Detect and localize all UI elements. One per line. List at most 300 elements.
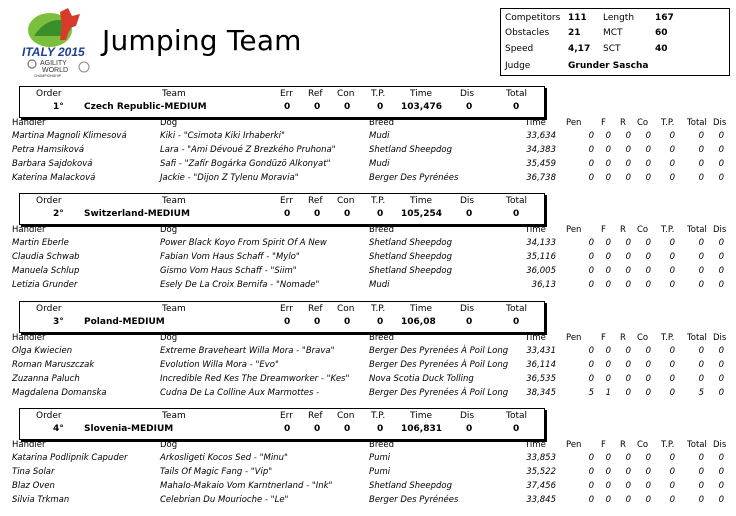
member-r: 0	[625, 481, 631, 491]
order-header: Order	[36, 89, 62, 99]
err-header: Err	[280, 411, 293, 421]
member-dis: 0	[718, 252, 724, 262]
member-f: 1	[605, 388, 611, 398]
member-dis: 0	[718, 467, 724, 477]
team-name: Poland-MEDIUM	[84, 317, 165, 327]
member-dis: 0	[718, 360, 724, 370]
logo-text-italy: ITALY 2015	[22, 45, 85, 59]
tp-header: T.P.	[371, 304, 386, 314]
member-breed: Berger Des Pyrenées À Poil Long	[369, 360, 509, 370]
dis-header: Dis	[460, 89, 475, 99]
member-tp: 0	[669, 388, 675, 398]
member-tp: 0	[669, 159, 675, 169]
member-time: 34,383	[526, 145, 556, 155]
member-handler: Martin Eberle	[12, 238, 69, 248]
time-col-header: Time	[525, 118, 546, 128]
pen-col-header: Pen	[566, 440, 582, 450]
member-handler: Katerina Malacková	[12, 173, 96, 183]
member-tp: 0	[669, 467, 675, 477]
member-co: 0	[645, 467, 651, 477]
member-dis: 0	[718, 495, 724, 505]
member-f: 0	[605, 266, 611, 276]
member-tp: 0	[669, 481, 675, 491]
member-time: 33,634	[526, 131, 556, 141]
member-time: 36,535	[526, 374, 556, 384]
member-breed: Berger Des Pyrenées À Poil Long	[369, 388, 509, 398]
member-total: 0	[698, 374, 704, 384]
member-co: 0	[645, 173, 651, 183]
member-breed: Shetland Sheepdog	[369, 238, 453, 248]
member-total: 0	[698, 145, 704, 155]
tp-col-header: T.P.	[661, 118, 675, 128]
member-co: 0	[645, 360, 651, 370]
team-tp: 0	[377, 209, 384, 219]
speed-label: Speed	[505, 44, 534, 54]
member-dog: Mahalo-Makaio Vom Karntnerland - "Ink"	[160, 481, 333, 491]
member-breed: Mudi	[369, 159, 390, 169]
order-header: Order	[36, 304, 62, 314]
handler-col-header: Handler	[12, 225, 46, 235]
member-time: 37,456	[526, 481, 556, 491]
mct-label: MCT	[603, 28, 623, 38]
time-col-header: Time	[525, 225, 546, 235]
member-r: 0	[625, 360, 631, 370]
handler-col-header: Handler	[12, 440, 46, 450]
member-dog: Extreme Braveheart Willa Mora - "Brava"	[160, 346, 335, 356]
breed-col-header: Breed	[369, 225, 394, 235]
member-dis: 0	[718, 238, 724, 248]
member-r: 0	[625, 374, 631, 384]
member-time: 36,738	[526, 173, 556, 183]
team-order: 1°	[53, 102, 64, 112]
dog-col-header: Dog	[160, 440, 178, 450]
member-total: 0	[698, 453, 704, 463]
co-col-header: Co	[637, 333, 649, 343]
team-summary-box	[19, 301, 545, 333]
member-co: 0	[645, 252, 651, 262]
team-header: Team	[162, 304, 186, 314]
member-co: 0	[645, 266, 651, 276]
member-time: 36,005	[526, 266, 556, 276]
member-handler: Magdalena Domanska	[12, 388, 107, 398]
member-tp: 0	[669, 374, 675, 384]
time-header: Time	[410, 196, 433, 206]
member-total: 0	[698, 280, 704, 290]
tp-header: T.P.	[371, 411, 386, 421]
member-dog: Cudna De La Colline Aux Marmottes -	[160, 388, 320, 398]
team-time: 106,08	[401, 317, 436, 327]
member-handler: Silvia Trkman	[12, 495, 70, 505]
judge-value: Grunder Sascha	[568, 61, 649, 71]
member-tp: 0	[669, 360, 675, 370]
member-co: 0	[645, 346, 651, 356]
member-r: 0	[625, 280, 631, 290]
team-err: 0	[284, 424, 291, 434]
member-pen: 0	[588, 173, 594, 183]
member-co: 0	[645, 145, 651, 155]
member-f: 0	[605, 346, 611, 356]
member-dis: 0	[718, 346, 724, 356]
team-dis: 0	[466, 317, 473, 327]
member-total: 0	[698, 360, 704, 370]
con-header: Con	[337, 89, 355, 99]
member-time: 36,114	[526, 360, 556, 370]
con-header: Con	[337, 411, 355, 421]
member-dis: 0	[718, 159, 724, 169]
member-dog: Arkosligeti Kocos Sed - "Minu"	[160, 453, 288, 463]
speed-value: 4,17	[568, 44, 591, 54]
team-time: 106,831	[401, 424, 442, 434]
con-header: Con	[337, 304, 355, 314]
member-tp: 0	[669, 238, 675, 248]
member-tp: 0	[669, 173, 675, 183]
team-con: 0	[344, 209, 351, 219]
member-total: 0	[698, 131, 704, 141]
member-pen: 0	[588, 360, 594, 370]
sct-label: SCT	[603, 44, 621, 54]
total-header: Total	[506, 304, 528, 314]
member-co: 0	[645, 481, 651, 491]
breed-col-header: Breed	[369, 333, 394, 343]
member-breed: Berger Des Pyrénées	[369, 173, 459, 183]
tp-col-header: T.P.	[661, 440, 675, 450]
member-dog: Tails Of Magic Fang - "Vip"	[160, 467, 273, 477]
ref-header: Ref	[308, 304, 323, 314]
r-col-header: R	[620, 118, 626, 128]
member-dog: Gismo Vom Haus Schaff - "Siim"	[160, 266, 297, 276]
member-r: 0	[625, 388, 631, 398]
member-f: 0	[605, 145, 611, 155]
co-col-header: Co	[637, 225, 649, 235]
dis-header: Dis	[460, 304, 475, 314]
member-total: 0	[698, 159, 704, 169]
member-dog: Evolution Willa Mora - "Evo"	[160, 360, 279, 370]
logo-text-world: WORLD	[42, 67, 69, 74]
member-breed: Pumi	[369, 453, 391, 463]
dis-col-header: Dis	[713, 118, 727, 128]
member-f: 0	[605, 453, 611, 463]
dis-col-header: Dis	[713, 440, 727, 450]
member-time: 35,459	[526, 159, 556, 169]
member-dis: 0	[718, 280, 724, 290]
pen-col-header: Pen	[566, 118, 582, 128]
f-col-header: F	[601, 440, 606, 450]
member-tp: 0	[669, 346, 675, 356]
team-con: 0	[344, 317, 351, 327]
tp-header: T.P.	[371, 89, 386, 99]
member-r: 0	[625, 495, 631, 505]
team-tp: 0	[377, 424, 384, 434]
member-handler: Manuela Schlup	[12, 266, 80, 276]
member-time: 35,522	[526, 467, 556, 477]
pen-col-header: Pen	[566, 225, 582, 235]
member-breed: Mudi	[369, 280, 390, 290]
member-total: 5	[698, 388, 704, 398]
breed-col-header: Breed	[369, 118, 394, 128]
member-handler: Olga Kwiecien	[12, 346, 73, 356]
member-handler: Claudia Schwab	[12, 252, 80, 262]
team-dis: 0	[466, 424, 473, 434]
member-r: 0	[625, 266, 631, 276]
member-co: 0	[645, 495, 651, 505]
order-header: Order	[36, 196, 62, 206]
mct-value: 60	[655, 28, 668, 38]
member-handler: Tina Solar	[12, 467, 55, 477]
member-pen: 0	[588, 145, 594, 155]
team-total: 0	[513, 209, 520, 219]
member-total: 0	[698, 481, 704, 491]
member-tp: 0	[669, 495, 675, 505]
member-f: 0	[605, 495, 611, 505]
team-order: 4°	[53, 424, 64, 434]
member-breed: Pumi	[369, 467, 391, 477]
time-header: Time	[410, 89, 433, 99]
member-dis: 0	[718, 481, 724, 491]
member-dog: Power Black Koyo From Spirit Of A New	[160, 238, 327, 248]
member-pen: 0	[588, 159, 594, 169]
team-time: 105,254	[401, 209, 442, 219]
ref-header: Ref	[308, 411, 323, 421]
team-con: 0	[344, 424, 351, 434]
member-time: 35,116	[526, 252, 556, 262]
member-dis: 0	[718, 453, 724, 463]
member-co: 0	[645, 280, 651, 290]
member-handler: Letizia Grunder	[12, 280, 78, 290]
member-handler: Martina Magnoli Klimesová	[12, 131, 127, 141]
team-summary-box	[19, 86, 545, 118]
championship-logo	[20, 6, 100, 78]
team-err: 0	[284, 102, 291, 112]
member-time: 34,133	[526, 238, 556, 248]
team-time: 103,476	[401, 102, 442, 112]
team-summary-box	[19, 193, 545, 225]
member-handler: Katarina Podlipnik Capuder	[12, 453, 128, 463]
member-r: 0	[625, 145, 631, 155]
member-total: 0	[698, 173, 704, 183]
member-handler: Barbara Sajdoková	[12, 159, 93, 169]
member-r: 0	[625, 173, 631, 183]
member-pen: 0	[588, 495, 594, 505]
r-col-header: R	[620, 333, 626, 343]
member-handler: Zuzanna Paluch	[12, 374, 80, 384]
member-pen: 0	[588, 346, 594, 356]
f-col-header: F	[601, 118, 606, 128]
member-pen: 0	[588, 131, 594, 141]
member-co: 0	[645, 388, 651, 398]
page-title: Jumping Team	[102, 24, 302, 57]
team-order: 3°	[53, 317, 64, 327]
time-col-header: Time	[525, 333, 546, 343]
err-header: Err	[280, 304, 293, 314]
ref-header: Ref	[308, 196, 323, 206]
team-con: 0	[344, 102, 351, 112]
total-col-header: Total	[687, 225, 707, 235]
member-dog: Jackie - "Dijon Z Tylenu Moravia"	[160, 173, 299, 183]
team-total: 0	[513, 317, 520, 327]
dog-col-header: Dog	[160, 225, 178, 235]
total-col-header: Total	[687, 118, 707, 128]
competitors-label: Competitors	[505, 13, 561, 23]
member-breed: Berger Des Pyrenées À Poil Long	[369, 346, 509, 356]
team-header: Team	[162, 411, 186, 421]
member-total: 0	[698, 467, 704, 477]
total-header: Total	[506, 196, 528, 206]
member-f: 0	[605, 467, 611, 477]
member-total: 0	[698, 252, 704, 262]
judge-label: Judge	[505, 61, 531, 71]
member-pen: 0	[588, 453, 594, 463]
team-summary-box	[19, 408, 545, 440]
member-dog: Celebrian Du Mourioche - "Le"	[160, 495, 289, 505]
member-dog: Esely De La Croix Bernifa - "Nomade"	[160, 280, 320, 290]
member-breed: Nova Scotia Duck Tolling	[369, 374, 474, 384]
member-pen: 0	[588, 280, 594, 290]
member-total: 0	[698, 346, 704, 356]
dis-col-header: Dis	[713, 333, 727, 343]
total-header: Total	[506, 411, 528, 421]
member-pen: 0	[588, 467, 594, 477]
member-total: 0	[698, 266, 704, 276]
member-dog: Kiki - "Csimota Kiki Irhaberki"	[160, 131, 285, 141]
team-ref: 0	[314, 102, 321, 112]
logo-text-championship: CHAMPIONSHIP	[34, 74, 62, 78]
member-tp: 0	[669, 266, 675, 276]
team-err: 0	[284, 209, 291, 219]
breed-col-header: Breed	[369, 440, 394, 450]
team-name: Slovenia-MEDIUM	[84, 424, 174, 434]
member-co: 0	[645, 131, 651, 141]
member-dis: 0	[718, 145, 724, 155]
member-f: 0	[605, 173, 611, 183]
f-col-header: F	[601, 333, 606, 343]
member-breed: Shetland Sheepdog	[369, 145, 453, 155]
team-name: Switzerland-MEDIUM	[84, 209, 190, 219]
team-tp: 0	[377, 317, 384, 327]
member-r: 0	[625, 252, 631, 262]
logo-text-agility: AGILITY	[40, 60, 67, 67]
member-r: 0	[625, 131, 631, 141]
pen-col-header: Pen	[566, 333, 582, 343]
team-err: 0	[284, 317, 291, 327]
con-header: Con	[337, 196, 355, 206]
member-pen: 0	[588, 266, 594, 276]
team-header: Team	[162, 196, 186, 206]
team-total: 0	[513, 424, 520, 434]
member-dis: 0	[718, 266, 724, 276]
member-time: 33,845	[526, 495, 556, 505]
team-total: 0	[513, 102, 520, 112]
member-breed: Berger Des Pyrénées	[369, 495, 459, 505]
member-handler: Petra Hamsiková	[12, 145, 85, 155]
member-f: 0	[605, 374, 611, 384]
member-dog: Fabian Vom Haus Schaff - "Mylo"	[160, 252, 300, 262]
time-header: Time	[410, 304, 433, 314]
team-order: 2°	[53, 209, 64, 219]
member-time: 38,345	[526, 388, 556, 398]
length-label: Length	[603, 13, 635, 23]
obstacles-value: 21	[568, 28, 581, 38]
member-time: 33,853	[526, 453, 556, 463]
err-header: Err	[280, 196, 293, 206]
member-f: 0	[605, 238, 611, 248]
time-col-header: Time	[525, 440, 546, 450]
member-r: 0	[625, 346, 631, 356]
dog-col-header: Dog	[160, 118, 178, 128]
f-col-header: F	[601, 225, 606, 235]
total-header: Total	[506, 89, 528, 99]
member-dog: Lara - "Ami Dévoué Z Brezkého Pruhona"	[160, 145, 336, 155]
time-header: Time	[410, 411, 433, 421]
member-tp: 0	[669, 145, 675, 155]
dis-header: Dis	[460, 196, 475, 206]
member-handler: Roman Maruszczak	[12, 360, 95, 370]
competitors-value: 111	[568, 13, 587, 23]
member-breed: Mudi	[369, 131, 390, 141]
member-total: 0	[698, 495, 704, 505]
member-r: 0	[625, 238, 631, 248]
dis-col-header: Dis	[713, 225, 727, 235]
member-dis: 0	[718, 131, 724, 141]
team-ref: 0	[314, 424, 321, 434]
member-f: 0	[605, 159, 611, 169]
member-co: 0	[645, 374, 651, 384]
member-r: 0	[625, 159, 631, 169]
member-pen: 0	[588, 374, 594, 384]
competition-info-box	[500, 8, 730, 76]
tp-col-header: T.P.	[661, 225, 675, 235]
team-dis: 0	[466, 102, 473, 112]
sct-value: 40	[655, 44, 668, 54]
team-tp: 0	[377, 102, 384, 112]
member-dis: 0	[718, 374, 724, 384]
length-value: 167	[655, 13, 674, 23]
member-f: 0	[605, 360, 611, 370]
member-r: 0	[625, 467, 631, 477]
r-col-header: R	[620, 440, 626, 450]
err-header: Err	[280, 89, 293, 99]
member-total: 0	[698, 238, 704, 248]
member-time: 33,431	[526, 346, 556, 356]
member-dis: 0	[718, 173, 724, 183]
tp-header: T.P.	[371, 196, 386, 206]
ref-header: Ref	[308, 89, 323, 99]
member-dog: Safi - "Zafír Bogárka Gondüzö Alkonyat"	[160, 159, 331, 169]
member-pen: 0	[588, 252, 594, 262]
tp-col-header: T.P.	[661, 333, 675, 343]
order-header: Order	[36, 411, 62, 421]
co-col-header: Co	[637, 440, 649, 450]
member-tp: 0	[669, 252, 675, 262]
handler-col-header: Handler	[12, 333, 46, 343]
member-dis: 0	[718, 388, 724, 398]
team-name: Czech Republic-MEDIUM	[84, 102, 207, 112]
member-pen: 0	[588, 481, 594, 491]
member-co: 0	[645, 159, 651, 169]
member-f: 0	[605, 481, 611, 491]
handler-col-header: Handler	[12, 118, 46, 128]
team-dis: 0	[466, 209, 473, 219]
team-header: Team	[162, 89, 186, 99]
member-f: 0	[605, 252, 611, 262]
member-dog: Incredible Red Kes The Dreamworker - "Kes"	[160, 374, 350, 384]
member-tp: 0	[669, 131, 675, 141]
member-pen: 5	[588, 388, 594, 398]
r-col-header: R	[620, 225, 626, 235]
member-breed: Shetland Sheepdog	[369, 252, 453, 262]
member-tp: 0	[669, 453, 675, 463]
member-co: 0	[645, 238, 651, 248]
co-col-header: Co	[637, 118, 649, 128]
